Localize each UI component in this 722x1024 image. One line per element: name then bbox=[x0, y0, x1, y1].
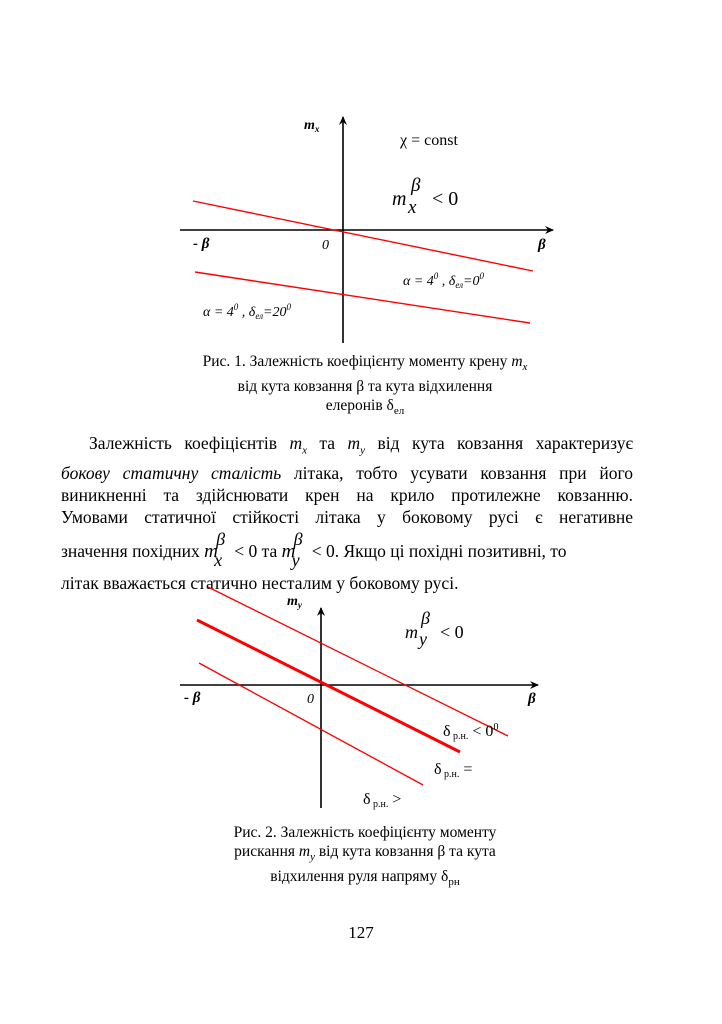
body-line-2: бокову статичну сталість літака, тобто усувати ковзання при його bbox=[61, 462, 633, 483]
page-number: 127 bbox=[348, 923, 374, 942]
fig2-deriv-sub: y bbox=[419, 629, 427, 649]
fig1-deriv-base: m bbox=[392, 188, 407, 210]
deriv-mx: m β x bbox=[204, 528, 226, 570]
fig2-caption-line-2: рискання $m_y$ від кута ковзання β та кута bbox=[234, 843, 496, 864]
fig1-caption-line-3: елеронів $\delta_{ел}$ bbox=[325, 397, 405, 418]
fig2-x-pos-label: β bbox=[528, 691, 536, 707]
fig2-label-upper: δ р.н. < $0^0$ bbox=[443, 722, 499, 742]
body-line-5: значення похідних m β x < 0 та m β y < 0. Якщо ці похідні позитивні, то bbox=[61, 528, 567, 570]
fig1-deriv-sup: β bbox=[411, 175, 421, 196]
fig1-caption-line-2: від кута ковзання β та кута відхилення bbox=[237, 378, 493, 396]
fig2-series-line-lower bbox=[199, 663, 423, 785]
figure-2-plot bbox=[0, 580, 722, 810]
fig2-origin: 0 bbox=[307, 692, 314, 707]
fig1-x-pos-label: β bbox=[538, 237, 546, 253]
body-paragraph bbox=[61, 432, 633, 594]
fig1-line1-label: $\alpha = 4^0$ , $\delta_{ел}=0^0$ bbox=[403, 271, 484, 290]
fig2-x-neg-label: - β bbox=[184, 690, 201, 706]
fig2-label-middle: δ р.н. = bbox=[434, 761, 473, 780]
fig1-y-axis-label: $m_x$ bbox=[304, 118, 320, 134]
figure-1-plot bbox=[0, 0, 722, 350]
fig2-label-lower: δ р.н. > bbox=[363, 791, 402, 810]
fig2-deriv-rel: < 0 bbox=[440, 622, 464, 642]
fig1-line2-label: $\alpha = 4^0$ , $\delta_{ел}=20^0$ bbox=[203, 302, 291, 321]
fig2-deriv-sup: β bbox=[421, 608, 430, 628]
fig1-condition: χ = const bbox=[400, 132, 458, 149]
body-line-3: виникненні та здійснювати крен на крило протилежне ковзанню. bbox=[61, 484, 633, 505]
body-line-4: Умовами статичної стійкості літака у боковому русі є негативне bbox=[61, 506, 633, 527]
fig2-caption-line-3: відхилення руля напряму $\delta_{рн}$ bbox=[270, 868, 460, 889]
figure-1-caption bbox=[130, 352, 600, 421]
fig1-x-neg-label: - β bbox=[193, 236, 210, 252]
fig2-series-line-upper bbox=[208, 587, 508, 736]
fig2-caption-line-1: Рис. 2. Залежність коефіцієнту моменту bbox=[233, 824, 497, 841]
fig1-deriv-sub: x bbox=[408, 197, 417, 218]
fig1-caption-line-1: Рис. 1. Залежність коефіцієнту моменту крену $m_x$ bbox=[202, 353, 528, 374]
fig2-y-axis-label: $m_y$ bbox=[287, 594, 302, 610]
fig2-deriv-base: m bbox=[405, 622, 418, 642]
fig1-series-line-1 bbox=[193, 201, 533, 271]
fig1-deriv-rel: < 0 bbox=[432, 188, 459, 210]
body-line-1: Залежність коефіцієнтів $m_x$ та $m_y$ від кута ковзання характеризує bbox=[89, 433, 633, 457]
fig1-origin: 0 bbox=[322, 238, 329, 253]
deriv-my: m β y bbox=[281, 528, 303, 570]
figure-2-caption bbox=[130, 823, 600, 892]
body-line-6: літак вважається статично несталим у боковому русі. bbox=[61, 572, 459, 593]
